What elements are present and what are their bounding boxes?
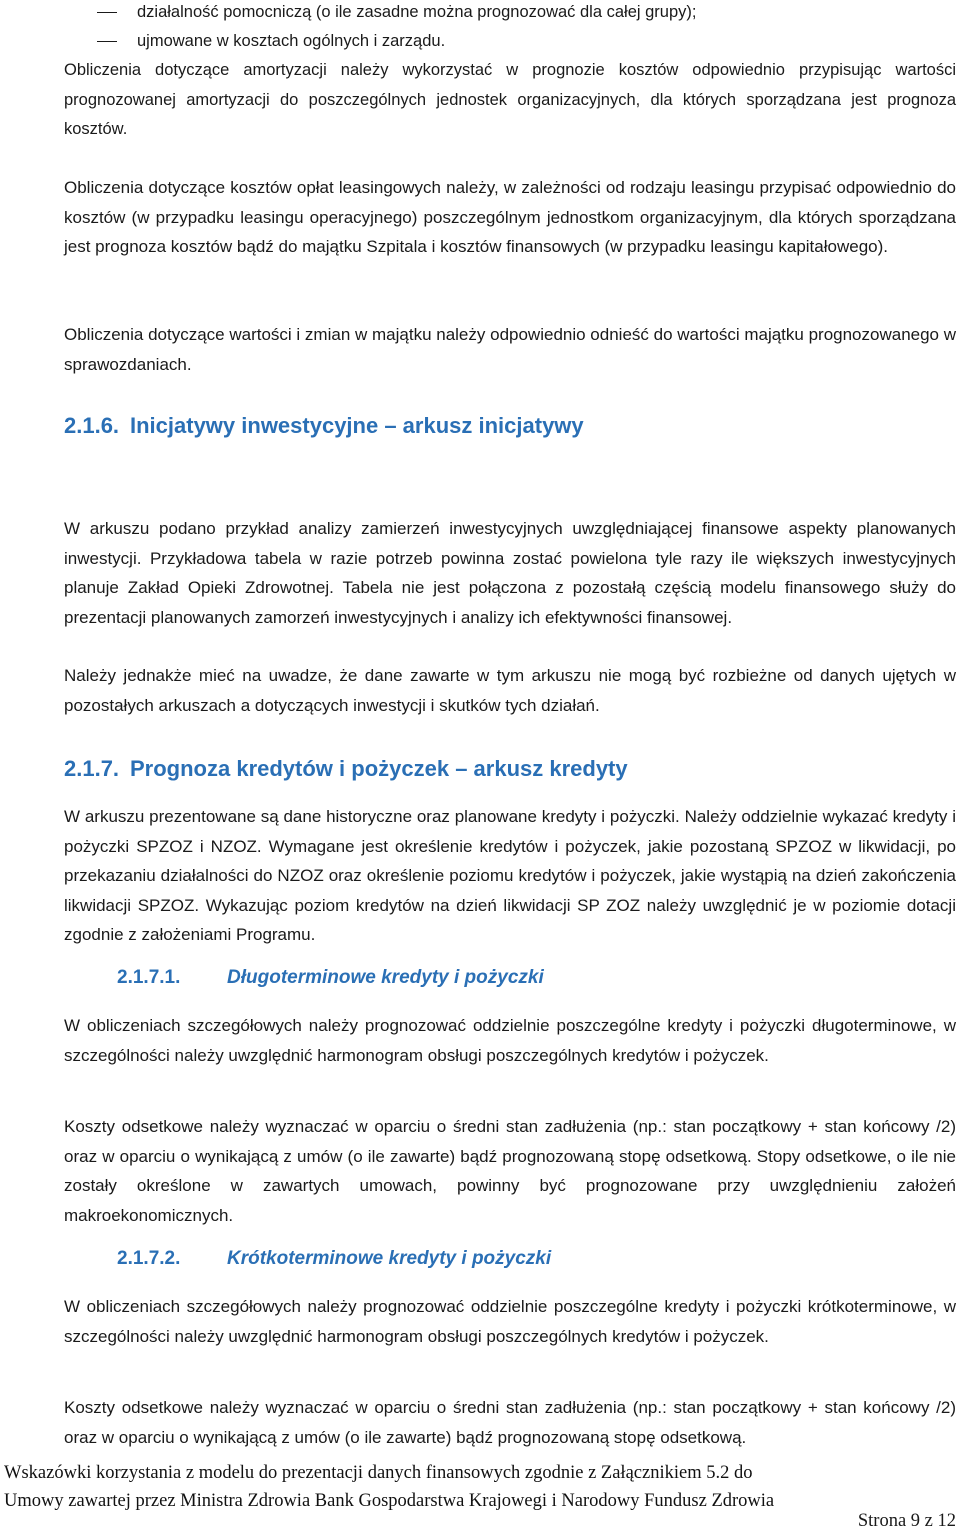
heading-investment-initiatives bbox=[64, 412, 584, 440]
paragraph-long-term-interest: Koszty odsetkowe należy wyznaczać w oparciu o średni stan zadłużenia (np.: stan początkowy + stan końcowy /2) oraz w oparciu o wynikającą z umów (o ile zawarte) bądź prognozowaną stopę odsetkową. Stopy odsetkowe, o ile nie zostały określone w zawartych umowach, powinny być prognozowane przy uwzględnieniu założeń makroekonomicznych. bbox=[64, 1117, 956, 1225]
paragraph-investment-sheet: W arkuszu podano przykład analizy zamierzeń inwestycyjnych uwzględniającej finansowe aspekty planowanych inwestycji. Przykładowa tabela w razie potrzeb powinna zostać powielona tyle razy ile większych inwestycyjnych planuje Zakład Opieki Zdrowotnej. Tabela nie jest połączona z pozostałą częścią modelu finansowego służy do prezentacji planowanych zamorzeń inwestycyjnych i analizy ich efektywności finansowej. bbox=[64, 519, 956, 627]
heading-number: 2.1.7.2. bbox=[117, 1248, 181, 1269]
heading-long-term-loans bbox=[117, 966, 544, 990]
heading-text: Inicjatywy inwestycyjne – arkusz inicjatywy bbox=[130, 413, 584, 438]
paragraph-long-term-detail: W obliczeniach szczegółowych należy prognozować oddzielnie poszczególne kredyty i pożyczki długoterminowe, w szczególności należy uwzględnić harmonogram obsługi poszczególnych kredytów i pożyczek. bbox=[64, 1016, 956, 1065]
heading-text: Krótkoterminowe kredyty i pożyczki bbox=[227, 1248, 552, 1269]
paragraph-investment-note: Należy jednakże mieć na uwadze, że dane zawarte w tym arkuszu nie mogą być rozbieżne od danych ujętych w pozostałych arkuszach a dotyczących inwestycji i skutków tych działań. bbox=[64, 666, 956, 715]
paragraph-short-term-detail: W obliczeniach szczegółowych należy prognozować oddzielnie poszczególne kredyty i pożyczki krótkoterminowe, w szczególności należy uwzględnić harmonogram obsługi poszczególnych kredytów i pożyczek. bbox=[64, 1297, 956, 1346]
bullet-dash bbox=[97, 12, 117, 13]
paragraph-assets: Obliczenia dotyczące wartości i zmian w majątku należy odpowiednio odnieść do wartości majątku prognozowanego w sprawozdaniach. bbox=[64, 325, 957, 374]
heading-short-term-loans bbox=[117, 1247, 551, 1271]
page-number: Strona 9 z 12 bbox=[857, 1511, 956, 1531]
footer-line-2: Umowy zawartej przez Ministra Zdrowia Bank Gospodarstwa Krajowegi i Narodowy Fundusz Zdrowia bbox=[4, 1491, 775, 1511]
paragraph-amortization: Obliczenia dotyczące amortyzacji należy wykorzystać w prognozie kosztów odpowiednio przypisując wartości prognozowanej amortyzacji do poszczególnych jednostek organizacyjnych, dla których sporządzana jest prognoza kosztów. bbox=[64, 61, 956, 138]
bullet-item: działalność pomocniczą (o ile zasadne można prognozować dla całej grupy); bbox=[137, 3, 697, 21]
heading-loans-forecast bbox=[64, 755, 628, 783]
bullet-item: ujmowane w kosztach ogólnych i zarządu. bbox=[137, 32, 446, 50]
heading-text: Prognoza kredytów i pożyczek – arkusz kredyty bbox=[130, 756, 628, 781]
heading-number: 2.1.7.1. bbox=[117, 967, 181, 988]
footer-line-1: Wskazówki korzystania z modelu do prezentacji danych finansowych zgodnie z Załącznikiem 5.2 do bbox=[4, 1463, 753, 1483]
paragraph-short-term-interest: Koszty odsetkowe należy wyznaczać w oparciu o średni stan zadłużenia (np.: stan początkowy + stan końcowy /2) oraz w oparciu o wynikającą z umów (o ile zawarte) bądź prognozowaną stopę odsetkową. bbox=[64, 1398, 956, 1447]
heading-number: 2.1.6. bbox=[64, 413, 120, 438]
heading-text: Długoterminowe kredyty i pożyczki bbox=[227, 967, 544, 988]
bullet-dash bbox=[97, 41, 117, 42]
paragraph-leasing: Obliczenia dotyczące kosztów opłat leasingowych należy, w zależności od rodzaju leasingu przypisać odpowiednio do kosztów (w przypadku leasingu operacyjnego) poszczególnym jednostkom organizacyjnym, dla których sporządzana jest prognoza kosztów bądź do majątku Szpitala i kosztów finansowych (w przypadku leasingu kapitałowego). bbox=[64, 178, 956, 256]
paragraph-loans-sheet: W arkuszu prezentowane są dane historyczne oraz planowane kredyty i pożyczki. Należy oddzielnie wykazać kredyty i pożyczki SPZOZ i NZOZ. Wymagane jest określenie kredytów i pożyczek, jakie pozostaną SPZOZ w likwidacji, po przekazaniu działalności do NZOZ oraz określenie poziomu kredytów i pożyczek, jakie wystąpią na dzień zakończenia likwidacji SPZOZ. Wykazując poziom kredytów na dzień likwidacji SP ZOZ należy uwzględnić je w poziomie dotacji zgodnie z założeniami Programu. bbox=[64, 807, 956, 944]
heading-number: 2.1.7. bbox=[64, 756, 120, 781]
